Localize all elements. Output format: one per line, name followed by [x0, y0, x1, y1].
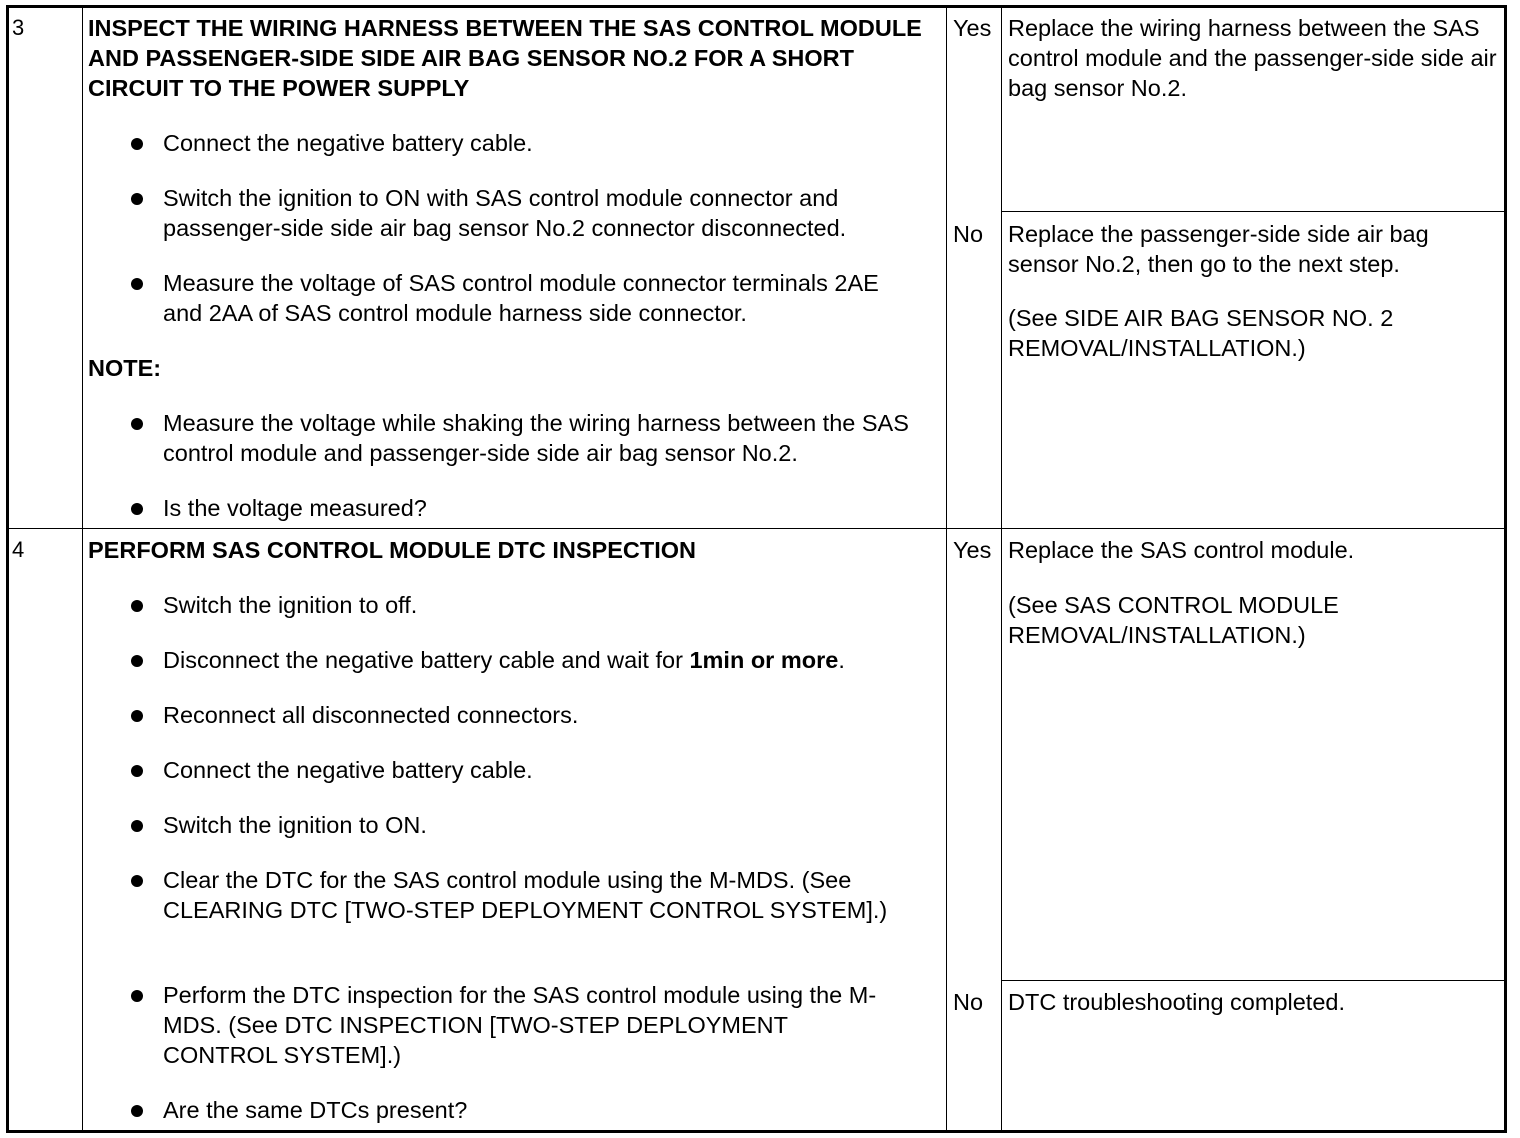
- bullet-icon: [131, 193, 143, 205]
- bullet-icon: [131, 765, 143, 777]
- result-divider-row3: [1001, 211, 1504, 212]
- result-divider-row4: [1001, 980, 1504, 981]
- bullet-icon: [131, 503, 143, 515]
- row-divider: [9, 528, 1504, 529]
- instruction-text: Disconnect the negative battery cable and wait for: [163, 647, 690, 673]
- instruction-item: Switch the ignition to off.: [163, 592, 418, 618]
- question-item: Are the same DTCs present?: [163, 1097, 468, 1123]
- no-action: DTC troubleshooting completed.: [1008, 989, 1346, 1015]
- note-item: Measure the voltage while shaking the wiring harness between the SAS control module and passenger-side side air bag sensor No.2.: [163, 410, 909, 466]
- step-title: PERFORM SAS CONTROL MODULE DTC INSPECTION: [88, 537, 696, 563]
- bullet-icon: [131, 1105, 143, 1117]
- bullet-icon: [131, 655, 143, 667]
- yes-action: Replace the wiring harness between the SAS control module and the passenger-side side air bag sensor No.2.: [1008, 15, 1497, 101]
- bullet-icon: [131, 418, 143, 430]
- no-action: Replace the passenger-side side air bag sensor No.2, then go to the next step.: [1008, 221, 1429, 277]
- instruction-item: [163, 645, 923, 675]
- bullet-icon: [131, 875, 143, 887]
- instruction-item: Measure the voltage of SAS control module connector terminals 2AE and 2AA of SAS control module harness side connector.: [163, 270, 879, 326]
- step-title: INSPECT THE WIRING HARNESS BETWEEN THE SAS CONTROL MODULE AND PASSENGER-SIDE SIDE AIR BAG SENSOR NO.2 FOR A SHORT CIRCUIT TO THE POWER SUPPLY: [88, 15, 922, 101]
- instruction-item: Connect the negative battery cable.: [163, 757, 533, 783]
- no-reference: (See SIDE AIR BAG SENSOR NO. 2 REMOVAL/INSTALLATION.): [1008, 305, 1394, 361]
- instruction-item: Connect the negative battery cable.: [163, 130, 533, 156]
- bullet-icon: [131, 820, 143, 832]
- bullet-icon: [131, 138, 143, 150]
- note-label: NOTE:: [88, 355, 162, 381]
- instruction-item: Reconnect all disconnected connectors.: [163, 702, 579, 728]
- column-divider-step: [82, 8, 83, 1130]
- wait-time: 1min or more: [689, 647, 839, 673]
- step-number: 4: [12, 537, 25, 562]
- yes-label: Yes: [953, 15, 992, 41]
- yes-action: Replace the SAS control module.: [1008, 537, 1355, 563]
- yes-label: Yes: [953, 537, 992, 563]
- bullet-icon: [131, 600, 143, 612]
- instruction-item: Perform the DTC inspection for the SAS control module using the M-MDS. (See DTC INSPECTION [TWO-STEP DEPLOYMENT CONTROL SYSTEM].): [163, 982, 877, 1068]
- yes-reference: (See SAS CONTROL MODULE REMOVAL/INSTALLATION.): [1008, 592, 1339, 648]
- step-number: 3: [12, 15, 25, 40]
- instruction-item: Switch the ignition to ON with SAS control module connector and passenger-side side air bag sensor No.2 connector disconnected.: [163, 185, 847, 241]
- column-divider-action: [946, 8, 947, 1130]
- bullet-icon: [131, 990, 143, 1002]
- troubleshooting-table: [6, 5, 1507, 1133]
- instruction-item: Switch the ignition to ON.: [163, 812, 427, 838]
- no-label: No: [953, 989, 984, 1015]
- question-item: Is the voltage measured?: [163, 495, 427, 521]
- bullet-icon: [131, 710, 143, 722]
- instruction-suffix: .: [838, 647, 845, 673]
- column-divider-result: [1001, 8, 1002, 1130]
- no-label: No: [953, 221, 984, 247]
- bullet-icon: [131, 278, 143, 290]
- instruction-item: Clear the DTC for the SAS control module using the M-MDS. (See CLEARING DTC [TWO-STEP DEPLOYMENT CONTROL SYSTEM].): [163, 867, 888, 923]
